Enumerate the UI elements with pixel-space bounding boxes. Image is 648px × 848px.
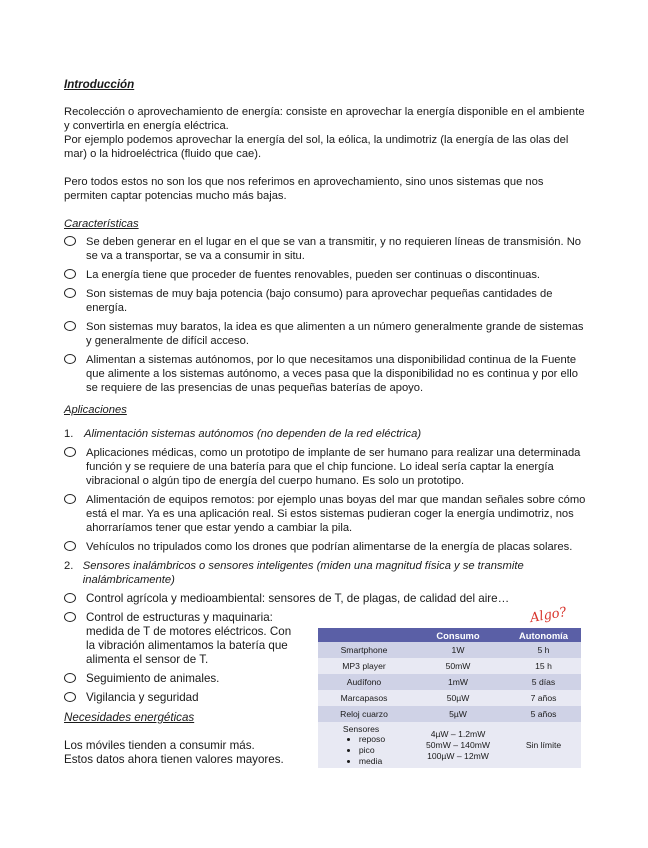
table-header-cell: Consumo [410, 628, 506, 642]
list-item: Son sistemas muy baratos, la idea es que alimenten a un número generalmente grande de sistemas y generalmente de difícil acceso. [64, 320, 586, 348]
circle-bullet-icon [64, 673, 76, 683]
circle-bullet-icon [64, 288, 76, 298]
circle-bullet-icon [64, 236, 76, 246]
list-item: • reposo [359, 734, 385, 745]
section-title-aplicaciones: Aplicaciones [64, 404, 127, 416]
list-item: La energía tiene que proceder de fuentes renovables, pueden ser continuas o discontinuas. [64, 268, 586, 282]
aplicaciones-section-2-title: 2. Sensores inalámbricos o sensores inteligentes (miden una magnitud física y se transmite inalámbricamente) [64, 560, 524, 586]
list-item: Control de estructuras y maquinaria: medida de T de motores eléctricos. Con la vibración alimentamos la batería que alimenta el sensor de T. [64, 611, 302, 667]
section-title-caracteristicas: Características [64, 218, 139, 230]
table-header-cell [318, 628, 410, 642]
necesidades-line-2: Estos datos ahora tienen valores mayores. [64, 753, 284, 766]
table-row: Audífono 1mW 5 días [318, 674, 581, 690]
energy-consumption-table [318, 628, 581, 768]
circle-bullet-icon [64, 692, 76, 702]
circle-bullet-icon [64, 541, 76, 551]
aplicaciones-section-1-title: 1. Alimentación sistemas autónomos (no dependen de la red eléctrica) [64, 428, 422, 440]
intro-paragraph-3: Pero todos estos no son los que nos referimos en aprovechamiento, sino unos sistemas que nos permiten captar potencias mucho más bajas. [64, 176, 544, 202]
circle-bullet-icon [64, 612, 76, 622]
list-item: Alimentan a sistemas autónomos, por lo que necesitamos una disponibilidad continua de la Fuente que alimente a los sistemas autónomo, a veces pasa que la disponibilidad no es continua y por ello se requiere de las presencias de unas pequeñas baterías de apoyo. [64, 353, 586, 395]
caracteristicas-list [64, 235, 586, 395]
circle-bullet-icon [64, 494, 76, 504]
necesidades-line-1: Los móviles tienden a consumir más. [64, 739, 255, 752]
circle-bullet-icon [64, 269, 76, 279]
table-row: Reloj cuarzo 5µW 5 años [318, 706, 581, 722]
list-item: Son sistemas de muy baja potencia (bajo consumo) para aprovechar pequeñas cantidades de energía. [64, 287, 586, 315]
table-row [318, 722, 581, 768]
list-item: Control agrícola y medioambiental: sensores de T, de plagas, de calidad del aire… [64, 592, 586, 606]
list-item: Seguimiento de animales. [64, 672, 586, 686]
list-item: Alimentación de equipos remotos: por ejemplo unas boyas del mar que mandan señales sobre cómo está el mar. Ya es una aplicación real. Si estos sistemas pudieran coger la energía undimotriz, nos ahorraríamos tener que estar yendo a cambiar la pila. [64, 493, 586, 535]
page-title: Introducción [64, 78, 135, 91]
list-item: • media [359, 756, 385, 767]
table-row: Marcapasos 50µW 7 años [318, 690, 581, 706]
list-item: Vehículos no tripulados como los drones que podrían alimentarse de la energía de placas solares. [64, 540, 586, 554]
intro-paragraph-2: Por ejemplo podemos aprovechar la energía del sol, la eólica, la undimotriz (la energía de las olas del mar) o la hidroeléctrica (fluido que cae). [64, 134, 569, 160]
sensores-cell: Sensores • reposo • pico • media [343, 724, 385, 767]
table-header-row [318, 628, 581, 642]
table-row: MP3 player 50mW 15 h [318, 658, 581, 674]
intro-paragraph-1: Recolección o aprovechamiento de energía: consiste en aprovechar la energía disponible en el ambiente y convertirla en energía eléctrica. [64, 106, 585, 132]
sensores-consumo-cell: 4µW – 1.2mW 50mW – 140mW 100µW – 12mW [410, 722, 506, 768]
circle-bullet-icon [64, 321, 76, 331]
table-header-cell: Autonomía [506, 628, 581, 642]
circle-bullet-icon [64, 354, 76, 364]
list-item: • pico [359, 745, 385, 756]
handwritten-annotation: Algo? [528, 604, 568, 627]
table-row: Smartphone 1W 5 h [318, 642, 581, 658]
section-title-necesidades: Necesidades energéticas [64, 711, 195, 724]
list-item: Vigilancia y seguridad [64, 691, 586, 705]
circle-bullet-icon [64, 593, 76, 603]
circle-bullet-icon [64, 447, 76, 457]
list-item: Aplicaciones médicas, como un prototipo de implante de ser humano para realizar una determinada función y se requiere de una batería para que el chip funcione. Lo ideal sería captar la energía vibracional o algún tipo de energía del cuerpo humano. Es solo un prototipo. [64, 446, 586, 488]
sensores-autonomia-cell: Sin límite [506, 722, 581, 768]
list-item: Se deben generar en el lugar en el que se van a transmitir, y no requieren líneas de transmisión. No se va a transportar, se va a consumir in situ. [64, 235, 586, 263]
